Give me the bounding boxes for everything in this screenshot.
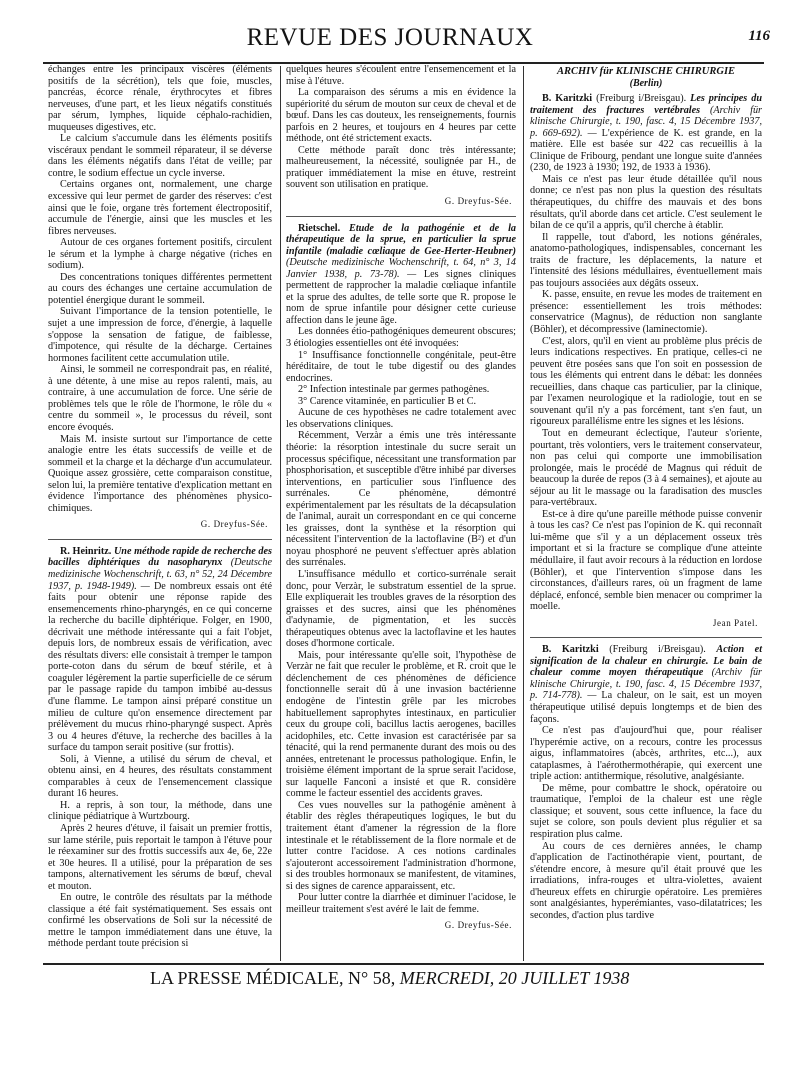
footer-journal: LA PRESSE MÉDICALE, — [150, 968, 344, 988]
paragraph: 3° Carence vitaminée, en particulier B et C. — [298, 395, 477, 407]
paragraph: Après 2 heures d'étuve, il faisait un premier frottis, sur lame stérile, puis reportait le tampon à l'étuve pour le réexaminer sur des frottis successifs aux 4e, 6e, 22e et 30e heures. Il a utilisé, pour la préparation de ses tampons, alternativement les sérums de bœuf, cheval et mouton. — [48, 823, 272, 892]
paragraph: Ainsi, le sommeil ne correspondrait pas, en réalité, à une détente, à une mise au repos ralenti, mais, au contraire, à une accumulation de force. Une série de problèmes tels que le rôle de l'hormone, le rôle du « centre du sommeil », le processus du réveil, sont encore évoqués. — [48, 364, 272, 433]
signature: Jean Patel. — [712, 617, 758, 628]
footer-day: MERCREDI, — [399, 968, 495, 988]
article-separator — [48, 539, 272, 540]
article-title: Les principes du traitement des fractures vertébrales — [530, 93, 762, 116]
signature: G. Dreyfus-Sée. — [444, 196, 512, 207]
article-author: R. Heinritz. — [60, 545, 112, 557]
page-header — [40, 20, 770, 58]
article-separator — [286, 216, 516, 217]
paragraph: Autour de ces organes fortement positifs, circulent le sérum et la lymphe à charge négative (riches en sodium). — [48, 237, 272, 272]
article-title: Une méthode rapide de recherche des bacilles diphtériques du nasopharynx — [48, 545, 273, 569]
paragraph: H. a repris, à son tour, la méthode, dans une clinique pédiatrique à Wurtzbourg. — [48, 799, 272, 823]
paragraph: Les données étio-pathogéniques demeurent obscures; 3 étiologies essentielles ont été invoquées: — [286, 326, 516, 350]
paragraph: De même, pour combattre le shock, opératoire ou traumatique, l'emploi de la chaleur est une règle classique; et souvent, sous cette influence, la face du sujet se colore, son pouls devient plus régulier et sa respiration plus calme. — [530, 782, 762, 840]
footer-rule — [43, 963, 764, 965]
paragraph: La comparaison des sérums a mis en évidence la supériorité du sérum de mouton sur ceux de cheval et de bœuf. Dans les cas douteux, les renseignements, fournis parfois en 2 heures, et toujours en 4 heures par cette méthode, ont été strictement exacts. — [286, 87, 516, 145]
paragraph: Est-ce à dire qu'une pareille méthode puisse convenir à tous les cas? Ce n'est pas l'opinion de K. qui reconnaît lui-même que s'il y a un déplacement osseux très important et si la fracture se complique d'une atteinte médullaire, il faut avoir recours à la réduction en lordose (Böhler), et que l'intervention s'impose dans les circonstances, d'ailleurs rares, où un fragment de lame déplacé, enfoncé, semble bien menacer ou comprimer la moelle. — [530, 508, 762, 613]
page-footer — [150, 968, 750, 989]
paragraph: échanges entre les principaux viscères (éléments positifs de la sécrétion), tels que foie, muscles, pancréas, écorce rénale, érythrocytes et fibres nerveuses, d'une part, et les lieux négatifs constitués par sérum, lymphes, liquide céphalo-rachidien, muqueuses digestives, etc. — [48, 64, 272, 133]
column-divider-1 — [280, 66, 281, 961]
paragraph: K. passe, ensuite, en revue les modes de traitement en présence: essentiellement les trois méthodes: conservatrice (Magnus), de réduction non sanglante (Böhler), et décompressive (laminectomie). — [530, 289, 762, 336]
paragraph: C'est, alors, qu'il en vient au problème plus précis de leurs indications respectives. En pratique, celles-ci ne peuvent être posées sans que l'on soit en possession de tous les éléments qui entrent dans le débat: les données recueillies, dans chaque cas particulier, par la clinique, par l'examen neurologique et la radiologie, tout en se souvenant qu'il n'y a pas forcément, tant s'en faut, un rigoureux parallélisme entre les signes et les lésions. — [530, 335, 762, 428]
footer-date: 20 JUILLET 1938 — [498, 968, 630, 988]
paragraph: Au cours de ces dernières années, le champ d'application de l'actinothérapie vient, pourtant, de s'étendre encore, à mesure qu'il était prouvé que les irradiations, infra-rouges et ultra-violettes, avaient d'heureux effets en chirurgie opératoire. Les premières sont analgésiantes, hyperémiantes, vaso-dilatatrices; les secondes, d'action plus tardive — [530, 840, 762, 921]
article-text: De nombreux essais ont été faits pour obtenir une réponse rapide des ensemencements rhino-pharyngés, en ce qui concerne la recherche du bacille diphtérique. Folger, en 1900, décrivait une méthode intéressante qui a fait l'objet, depuis lors, de nombreux essais de vérification, avec des résultats divers: elle consistait à tremper le tampon porte-coton dans du sérum de bœuf stérile, et à coaguler légèrement la partie superficielle de ce sérum par le passage rapide du tampon imbibé au-dessus d'une flamme. Le tampon ainsi préparé constitue un milieu de culture qu'on ensemence directement par prélèvement du mucus rhino-pharyngé suspect. Après 3 ou 4 heures d'étuve, la recherche des bacilles à la surface du tampon serait positive (sur frottis). — [48, 580, 273, 754]
article-text: La chaleur, on le sait, est un moyen thérapeutique utilisé depuis longtemps et de bien des façons. — [530, 690, 763, 725]
paragraph: 2° Infection intestinale par germes pathogènes. — [298, 384, 490, 396]
article-source: (Archiv für klinische Chirurgie, t. 190, fasc. 4, 15 Décembre 1937, p. 714-778). — — [530, 667, 763, 702]
article-lead — [530, 644, 762, 725]
article-separator — [530, 637, 762, 638]
article-lead — [48, 546, 272, 754]
article-place: (Freiburg i/Breisgau). — [609, 644, 706, 656]
paragraph: Mais, pour intéressante qu'elle soit, l'hypothèse de Verzàr ne fait que reculer le problème, et R. croit que le déclenchement de ces phénomènes de déficience fonctionnelle serait dû à une invasion bactérienne endogène de l'intestin grêle par les microbes habituellement saprophytes intestinaux, en particulier ceux du groupe coli, bacillus lactis aerogenes, bacilles acidophiles, etc. Cette invasion est caractérisée par sa ténacité, qui la rend permanente durant des mois ou des années, entretenant le processus pathologique. Enfin, le troisième élément important de la sprue serait l'acidose, sur laquelle Fanconi a insisté et que R. considère comme le facteur essentiel des accidents graves. — [286, 649, 516, 800]
article-title: Etude de la pathogénie et de la thérapeutique de la sprue, en particulier la sprue infantile (maladie cœliaque de Gee-Herter-Heubner) — [286, 222, 517, 257]
paragraph: Ces vues nouvelles sur la pathogénie amènent à établir des règles thérapeutiques logiques, le but du traitement étant d'amener la régression de la flore intestinale et le rétablissement de la flore normale et de lutter contre l'acidose. A ces notions cardinales s'ajouteront accessoirement l'administration d'hormone, si des troubles hormonaux se manifestent, de vitamines, si des signes de carence apparaissent, etc. — [286, 799, 516, 892]
paragraph: L'insuffisance médullo et cortico-surrénale serait donc, pour Verzàr, le substratum essentiel de la sprue. Elle expliquerait les troubles graves de la résorption des graisses et des sucres, ainsi que les phénomènes d'adynamie, de pigmentation, et les succès thérapeutiques obtenus avec la lactoflavine et les hautes doses d'hormone corticale. — [286, 568, 516, 650]
paragraph: quelques heures s'écoulent entre l'ensemencement et la mise à l'étuve. — [286, 64, 516, 87]
journal-title: REVUE DES JOURNAUX — [246, 24, 534, 51]
paragraph: Suivant l'importance de la tension potentielle, le sujet a une impression de force, d'énergie, à laquelle s'oppose la sensation de fatigue, de faiblesse, d'impotence, qui résulte de la décharge. Certaines hormones facilitent cette accumulation utile. — [48, 306, 272, 364]
article-title: Action et signification de la chaleur en chirurgie. Le bain de chaleur comme moyen thérapeutique — [530, 644, 763, 679]
section-title: ARCHIV für KLINISCHE CHIRURGIE — [556, 66, 736, 77]
paragraph: Mais ce n'est pas leur étude détaillée qu'il nous donne; ce n'est pas non plus la question des résultats thérapeutiques, du chiffre des mauvais et des bons résultats, qu'il aborde dans cet article. C'est seulement le bilan de ce qu'il a appris, qu'il cherche à établir. — [530, 173, 762, 232]
column-1 — [48, 64, 272, 950]
article-source: (Deutsche medizinische Wochenschrift, t. 64, n° 3, 14 Janvier 1938, p. 73-78). — — [286, 257, 516, 280]
paragraph: 1° Insuffisance fonctionnelle congénitale, peut-être héréditaire, de tout le tube digestif ou des glandes endocrines. — [286, 349, 516, 384]
section-subtitle: (Berlin) — [629, 77, 663, 89]
paragraph: En outre, le contrôle des résultats par la méthode classique a été fait systématiquement. Ses essais ont confirmé les observations de Soli sur la nécessité de mettre le tampon immédiatement dans une étuve, la méthode perdant toute précision si — [48, 892, 272, 950]
article-source: (Deutsche medizinische Wochenschrift, t. 63, n° 52, 24 Décembre 1937, p. 1948-1949). — — [48, 557, 272, 592]
paragraph: Cette méthode paraît donc très intéressante; malheureusement, la nécessité, soulignée par H., de pratiquer immédiatement la mise en étuve, restreint souvent son utilisation en pratique. — [286, 144, 516, 191]
article-text: L'expérience de K. est grande, en la matière. Elle est basée sur 422 cas recueillis à la Clinique de Fribourg, pendant une longue suite d'années (230, de 1923 à 1930; 192, de 1933 à 1936). — [530, 127, 763, 174]
paragraph: Mais M. insiste surtout sur l'importance de cette analogie entre les états successifs de veille et de sommeil et la charge et la décharge d'un accumulateur. Quoique assez grossière, cette comparaison constitue, selon lui, la première tentative d'explication mettant en évidence l'importance des phénomènes physico-chimiques. — [48, 433, 272, 514]
page-number: 116 — [748, 28, 770, 44]
signature: G. Dreyfus-Sée. — [200, 519, 268, 530]
signature: G. Dreyfus-Sée. — [444, 920, 512, 931]
article-author: B. Karitzki — [542, 644, 599, 656]
paragraph: Ce n'est pas d'aujourd'hui que, pour réaliser l'hyperémie active, on a recours, contre les processus aigus, inflammatoires (abcès, arthrites, etc...), aux cataplasmes, à l'aérothermothérapie, qui exercent une triple action: antithermique, résolutive, analgésiante. — [530, 725, 762, 783]
paragraph: Il rappelle, tout d'abord, les notions générales, anatomo-pathologiques, indispensables, concernant les traits de fracture, les déplacements, la nature et l'intensité des lésions médullaires, éventuellement mais pas toujours associées aux dégâts osseux. — [530, 231, 762, 289]
article-place: (Freiburg i/Breisgau). — [596, 93, 687, 105]
column-divider-2 — [523, 66, 524, 961]
column-2 — [286, 64, 516, 940]
paragraph: Des concentrations toniques différentes permettent au cours des échanges une certaine accumulation de potentiel énergique durant le sommeil. — [48, 271, 272, 306]
paragraph: Aucune de ces hypothèses ne cadre totalement avec les observations cliniques. — [286, 407, 516, 430]
paragraph: Le calcium s'accumule dans les éléments positifs viscéraux pendant le sommeil réparateur, il se déverse dans les éléments négatifs dans l'état de veille; par contre, le sodium effectue un cycle inverse. — [48, 133, 272, 179]
article-author: B. Karitzki — [542, 93, 593, 105]
paragraph: Tout en demeurant éclectique, l'auteur s'oriente, pourtant, très volontiers, vers le traitement conservateur, non pas celui qui comporte une immobilisation prolongée, mais le procédé de Magnus qui réduit de beaucoup la durée de repos (3 à 4 semaines), et ajoute au séjour au lit le massage ou la faradisation des muscles para-vertébraux. — [530, 427, 762, 509]
paragraph: Récemment, Verzàr a émis une très intéressante théorie: la résorption intestinale du sucre serait un processus spécifique, nécessitant une transformation par phosphorisation, et susceptible d'être inhibé par diverses interventions, en particulier sous l'influence des surrénales. Ce phénomène, démontré expérimentalement par les résultats de la décapsulation de l'animal, aurait un correspondant en ce qui concerne les graisses, dont la synthèse et la résorption qui nécessitent l'intervention de la lactoflavine (B²) et d'un noyau phosphoré ne peuvent s'effectuer après ablation des surrénales. — [286, 430, 516, 569]
paragraph: Certains organes ont, normalement, une charge excessive qui leur permet de garder des réserves: c'est ainsi que le foie, organe très fortement électropositif, accumule de l'énergie, ainsi que les muscles et les fibres nerveuses. — [48, 179, 272, 237]
footer-issue: N° 58, — [348, 968, 396, 988]
article-author: Rietschel. — [298, 222, 341, 234]
paragraph: Pour lutter contre la diarrhée et diminuer l'acidose, le meilleur traitement s'est avéré le lait de femme. — [286, 892, 516, 915]
article-lead — [286, 223, 516, 327]
paragraph: Soli, à Vienne, a utilisé du sérum de cheval, et obtenu ainsi, en 4 heures, des résultats constamment comparables à ceux de l'ensemencement classique durant 16 heures. — [48, 753, 272, 800]
article-text: Les signes cliniques permettent de rapprocher la maladie cœliaque infantile et la sprue des adultes, de telle sorte que R. propose le nom de sprue infantile pour désigner cette curieuse affection dans le jeune âge. — [286, 268, 516, 326]
article-source: (Archiv für klinische Chirurgie, t. 190, fasc. 4, 15 Décembre 1937, p. 669-692). — — [530, 104, 763, 139]
column-3 — [530, 64, 762, 921]
article-lead — [530, 93, 762, 174]
